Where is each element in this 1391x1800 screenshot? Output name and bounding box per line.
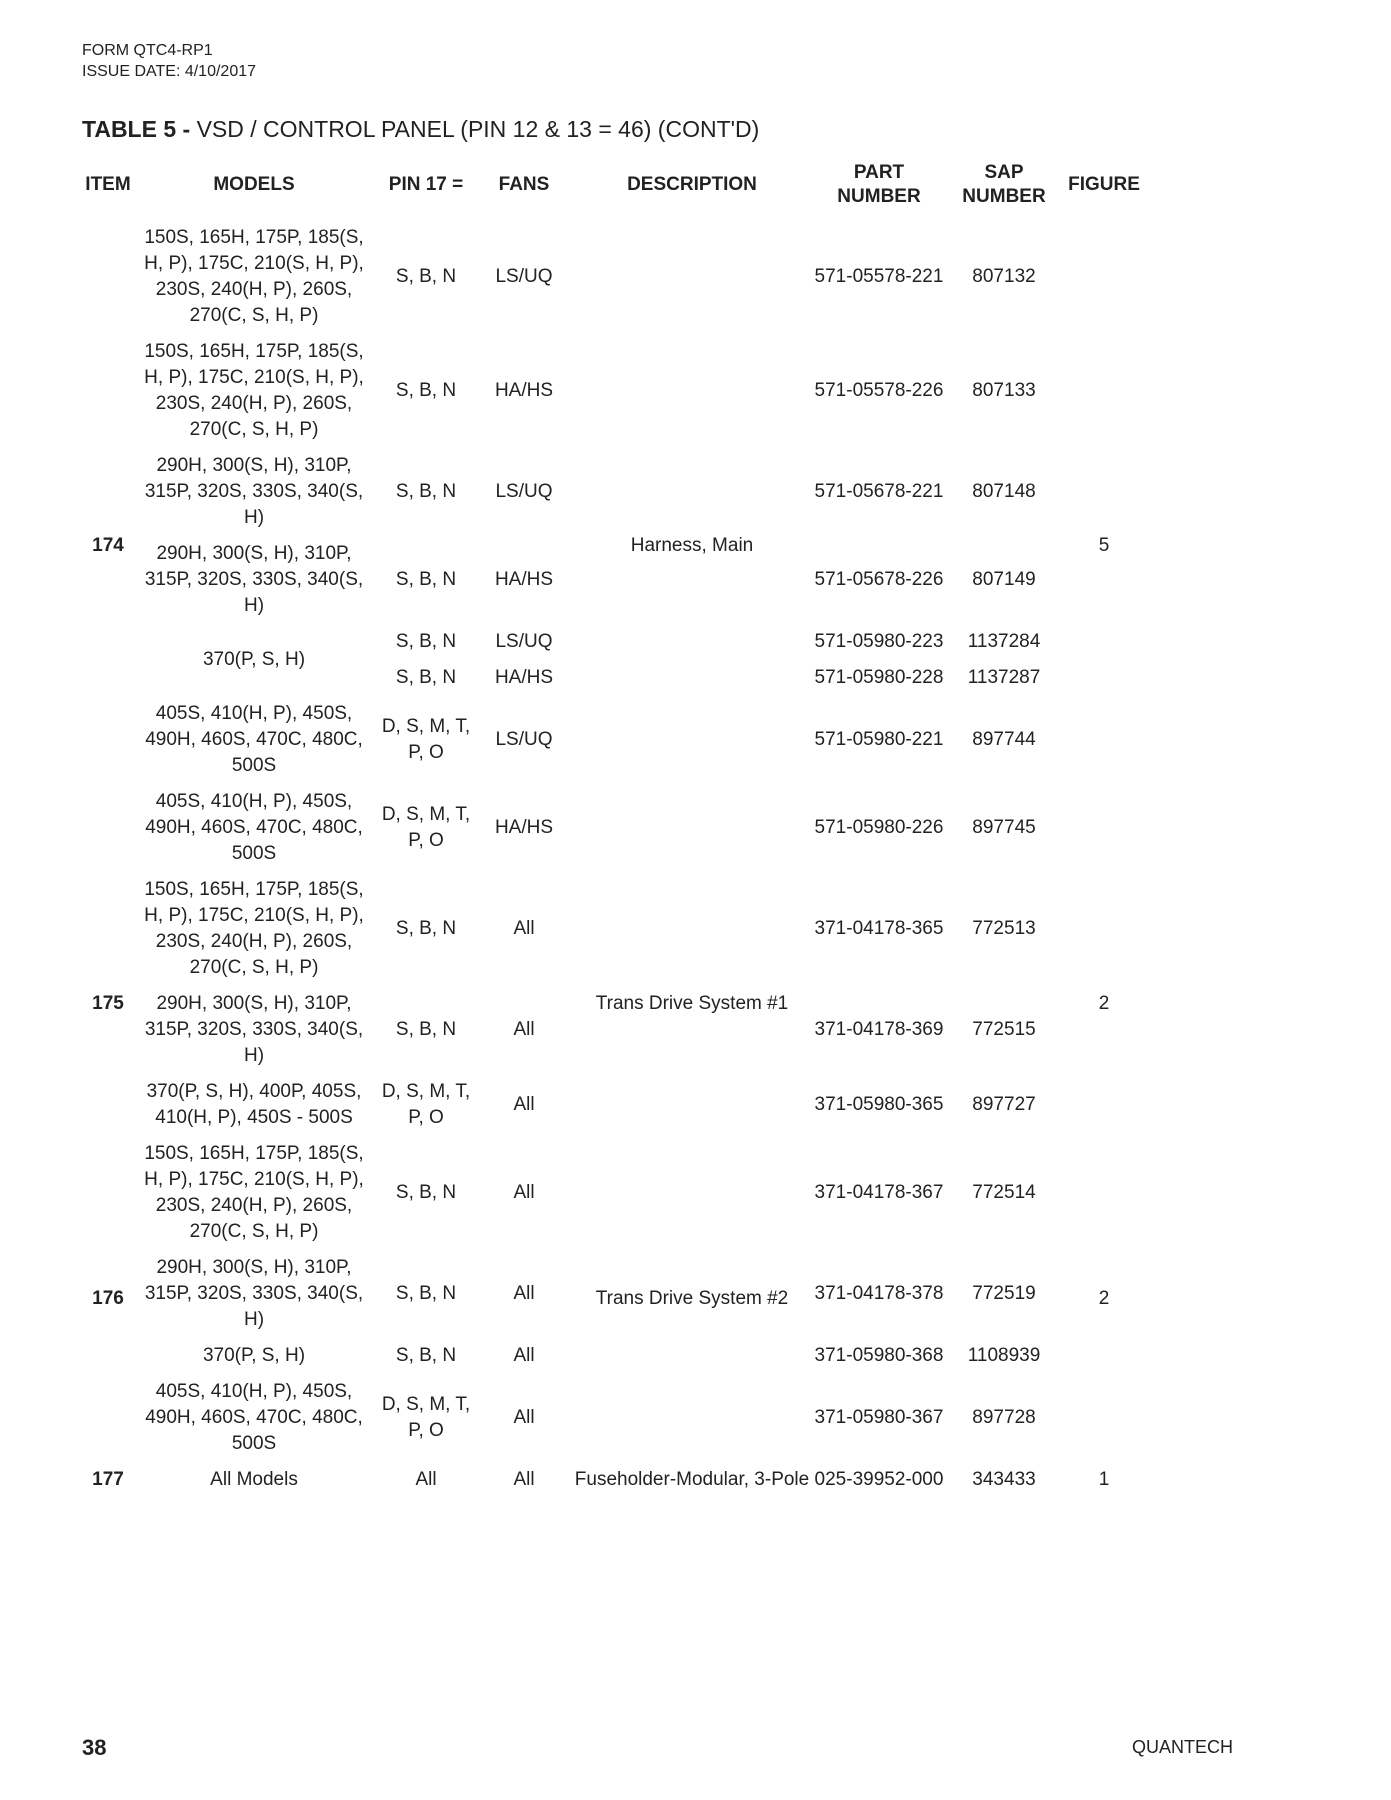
- fans-cell: LS/UQ: [495, 631, 553, 652]
- figure-cell: 2: [1098, 993, 1110, 1014]
- sap-number-cell: 807149: [972, 569, 1036, 590]
- part-number-cell: 571-05578-226: [814, 380, 944, 401]
- models-cell: 370(P, S, H): [202, 1345, 306, 1366]
- sap-number-cell: 897744: [972, 729, 1036, 750]
- part-number-cell: 571-05980-228: [814, 667, 944, 688]
- sap-number-cell: 1137287: [967, 667, 1041, 688]
- figure-cell: 5: [1098, 535, 1110, 556]
- part-number-cell: 025-39952-000: [814, 1469, 944, 1490]
- pin17-cell: S, B, N: [395, 1182, 457, 1203]
- pin17-cell: S, B, N: [395, 481, 457, 502]
- models-cell: 405S, 410(H, P), 450S, 490H, 460S, 470C, 480C, 500S: [145, 1381, 363, 1454]
- table-row: [82, 872, 1144, 986]
- models-cell: 290H, 300(S, H), 310P, 315P, 320S, 330S, 340(S, H): [144, 1257, 364, 1330]
- brand-name: QUANTECH: [1131, 1737, 1233, 1757]
- models-cell: 290H, 300(S, H), 310P, 315P, 320S, 330S, 340(S, H): [144, 455, 364, 528]
- models-cell: 150S, 165H, 175P, 185(S, H, P), 175C, 210(S, H, P), 230S, 240(H, P), 260S, 270(C, S, H, P): [144, 1143, 364, 1242]
- models-cell: 405S, 410(H, P), 450S, 490H, 460S, 470C, 480C, 500S: [145, 703, 363, 776]
- parts-table: [82, 150, 1144, 1498]
- part-number-cell: 571-05980-226: [814, 817, 944, 838]
- part-number-cell: 571-05678-226: [814, 569, 944, 590]
- sap-number-cell: 772514: [972, 1182, 1036, 1203]
- pin17-cell: All: [415, 1469, 437, 1490]
- sap-number-cell: 772513: [972, 918, 1036, 939]
- fans-cell: All: [513, 1094, 535, 1115]
- table-row: [82, 220, 1144, 334]
- description-cell: Fuseholder-Modular, 3-Pole: [574, 1469, 810, 1490]
- sap-number-cell: 343433: [972, 1469, 1036, 1490]
- description-cell: Trans Drive System #1: [595, 993, 789, 1014]
- fans-cell: HA/HS: [494, 569, 554, 590]
- sap-number-cell: 807133: [972, 380, 1036, 401]
- col-pin17: PIN 17 =: [388, 174, 464, 195]
- table-title: [82, 116, 759, 143]
- part-number-cell: 371-05980-368: [814, 1345, 944, 1366]
- pin17-cell: S, B, N: [395, 1345, 457, 1366]
- models-cell: 290H, 300(S, H), 310P, 315P, 320S, 330S, 340(S, H): [144, 993, 364, 1066]
- fans-cell: All: [513, 1019, 535, 1040]
- col-models: MODELS: [213, 174, 295, 195]
- part-number-cell: 571-05578-221: [814, 266, 944, 287]
- sap-number-cell: 1137284: [967, 631, 1041, 652]
- models-cell: 290H, 300(S, H), 310P, 315P, 320S, 330S, 340(S, H): [144, 543, 364, 616]
- item-number: 177: [92, 1469, 124, 1490]
- item-number: 174: [92, 535, 124, 556]
- fans-cell: HA/HS: [494, 817, 554, 838]
- fans-cell: All: [513, 1283, 535, 1304]
- description-cell: Harness, Main: [630, 535, 754, 556]
- table-row: [82, 1136, 1144, 1250]
- fans-cell: All: [513, 1345, 535, 1366]
- issue-date: ISSUE DATE: 4/10/2017: [82, 63, 257, 80]
- sap-number-cell: 772519: [972, 1283, 1036, 1304]
- models-cell: 150S, 165H, 175P, 185(S, H, P), 175C, 210(S, H, P), 230S, 240(H, P), 260S, 270(C, S, H, P): [144, 341, 364, 440]
- part-number-cell: 371-05980-365: [814, 1094, 944, 1115]
- pin17-cell: D, S, M, T, P, O: [381, 804, 471, 851]
- pin17-cell: D, S, M, T, P, O: [381, 1081, 471, 1128]
- pin17-cell: S, B, N: [395, 380, 457, 401]
- item-number: 176: [92, 1288, 124, 1309]
- col-fans: FANS: [498, 174, 550, 195]
- form-header: [82, 40, 256, 82]
- sap-number-cell: 897727: [972, 1094, 1036, 1115]
- pin17-cell: S, B, N: [395, 667, 457, 688]
- figure-cell: 1: [1098, 1469, 1110, 1490]
- fans-cell: All: [513, 1407, 535, 1428]
- col-sap-number: SAP NUMBER: [962, 162, 1046, 207]
- figure-cell: 2: [1098, 1288, 1110, 1309]
- fans-cell: HA/HS: [494, 667, 554, 688]
- col-figure: FIGURE: [1068, 174, 1140, 195]
- pin17-cell: S, B, N: [395, 266, 457, 287]
- pin17-cell: S, B, N: [395, 918, 457, 939]
- sap-number-cell: 897745: [972, 817, 1036, 838]
- table-title-text: VSD / CONTROL PANEL (PIN 12 & 13 = 46) (CONT'D): [196, 116, 760, 142]
- form-number: FORM QTC4-RP1: [82, 42, 213, 59]
- models-cell: 150S, 165H, 175P, 185(S, H, P), 175C, 210(S, H, P), 230S, 240(H, P), 260S, 270(C, S, H, P): [144, 879, 364, 978]
- models-cell: 370(P, S, H), 400P, 405S, 410(H, P), 450S - 500S: [146, 1081, 362, 1128]
- fans-cell: HA/HS: [494, 380, 554, 401]
- parts-table-body: [82, 220, 1144, 1498]
- pin17-cell: S, B, N: [395, 569, 457, 590]
- col-part-number: PART NUMBER: [837, 162, 921, 207]
- pin17-cell: D, S, M, T, P, O: [381, 1394, 471, 1441]
- part-number-cell: 371-04178-367: [814, 1182, 944, 1203]
- fans-cell: LS/UQ: [495, 729, 553, 750]
- fans-cell: All: [513, 1182, 535, 1203]
- part-number-cell: 571-05678-221: [814, 481, 944, 502]
- pin17-cell: D, S, M, T, P, O: [381, 716, 471, 763]
- models-cell: 370(P, S, H): [202, 649, 306, 670]
- part-number-cell: 571-05980-223: [814, 631, 944, 652]
- models-cell: All Models: [210, 1469, 298, 1490]
- part-number-cell: 371-04178-365: [814, 918, 944, 939]
- part-number-cell: 371-04178-378: [814, 1283, 944, 1304]
- fans-cell: LS/UQ: [495, 481, 553, 502]
- sap-number-cell: 772515: [972, 1019, 1036, 1040]
- table-title-label: TABLE 5 -: [82, 116, 191, 142]
- fans-cell: LS/UQ: [495, 266, 553, 287]
- pin17-cell: S, B, N: [395, 1019, 457, 1040]
- header-row: [82, 150, 1144, 220]
- sap-number-cell: 1108939: [967, 1345, 1041, 1366]
- page-number: 38: [82, 1735, 107, 1760]
- sap-number-cell: 807148: [972, 481, 1036, 502]
- sap-number-cell: 897728: [972, 1407, 1036, 1428]
- sap-number-cell: 807132: [972, 266, 1036, 287]
- part-number-cell: 371-04178-369: [814, 1019, 944, 1040]
- pin17-cell: S, B, N: [395, 631, 457, 652]
- fans-cell: All: [513, 1469, 535, 1490]
- models-cell: 405S, 410(H, P), 450S, 490H, 460S, 470C, 480C, 500S: [145, 791, 363, 864]
- col-item: ITEM: [85, 174, 131, 195]
- table-row: [82, 1462, 1144, 1498]
- fans-cell: All: [513, 918, 535, 939]
- item-number: 175: [92, 993, 124, 1014]
- pin17-cell: S, B, N: [395, 1283, 457, 1304]
- part-number-cell: 371-05980-367: [814, 1407, 944, 1428]
- models-cell: 150S, 165H, 175P, 185(S, H, P), 175C, 210(S, H, P), 230S, 240(H, P), 260S, 270(C, S, H, P): [144, 227, 364, 326]
- part-number-cell: 571-05980-221: [814, 729, 944, 750]
- col-description: DESCRIPTION: [627, 174, 757, 195]
- description-cell: Trans Drive System #2: [595, 1288, 789, 1309]
